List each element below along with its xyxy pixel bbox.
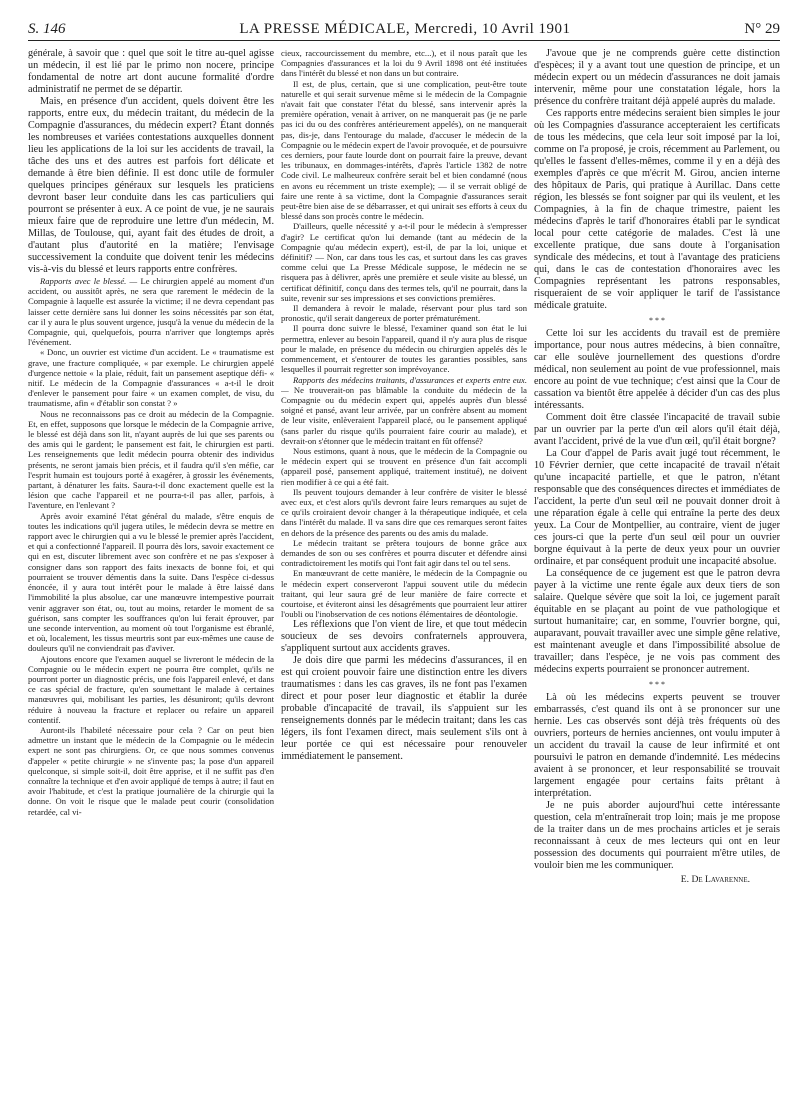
paragraph: Cette loi sur les accidents du travail est de première importance, pour nous autres médecins, à bien connaître, car elle soulève journellement des questions d'ordre médical, non seulement au point de vue professionnel, mais encore au point de vue technique; c'est ainsi que la Cour de cassation va bientôt être appelée à décider d'un cas des plus intéressants. [534, 328, 780, 411]
column-1 [28, 48, 274, 1108]
section-separator: * * * [649, 316, 665, 325]
paragraph: Ils peuvent toujours demander à leur confrère de visiter le blessé avec eux, et c'est alors qu'ils devront faire leurs remarques au sujet de ce qu'ils croiraient devoir changer à la thérapeutique indiquée, et cela dans l'intérêt du malade. Il va sans dire que ces remarques seront faites en dehors de la présence des parents ou des amis du malade. [281, 486, 527, 538]
publication-name: LA PRESSE MÉDICALE [239, 20, 406, 37]
newspaper-page [28, 18, 780, 1108]
issue-number: N° 29 [744, 20, 780, 37]
section-separator: * * * [649, 680, 665, 689]
paragraph: Nous estimons, quant à nous, que le médecin de la Compagnie ou le médecin expert qui se trouvent en présence d'un fait accompli (appareil posé, pansement appliqué, traitement institué), ne doivent rien modifier à ce qui a été fait. [281, 445, 527, 487]
paragraph: générale, à savoir que : quel que soit le titre au-quel agisse un médecin, il est lié par le primo non nocere, principe fondamental de notre art dont aucune formalité d'ordre administratif ne permet de se départir. [28, 48, 274, 95]
paragraph: Rapports avec le blessé. — Le chirurgien appelé au moment d'un accident, ou aussitôt après, ne sera que rarement le médecin de la Compagnie à laquelle est assurée la victime; il ne devra cependant pas laisser cette dernière sans lui donner les soins nécessités par son état, car il y aura le plus souvent urgence, jusqu'à la venue du médecin de la Compagnie, qui, quelquefois, pourra n'arriver que longtemps après l'événement. [28, 276, 274, 348]
paragraph: La conséquence de ce jugement est que le patron devra payer à la victime une rente égale aux deux tiers de son salaire. Quelque sévère que soit la loi, ce jugement paraît équitable en se plaçant au point de vue pathologique et surtout humanitaire; car, en somme, l'ouvrier borgne, qui, auparavant, pouvait travailler avec une simple gêne relative, est maintenant aveugle et dans l'impossibilité absolue de travailler; dans l'espèce, je ne vois pas comment des médecins experts pourraient se prononcer autrement. [534, 568, 780, 675]
paragraph: Ces rapports entre médecins seraient bien simples le jour où les Compagnies d'assurance accepteraient les certificats de tous les médecins, que cela leur soit imposé par la loi, comme on l'a proposé, je crois, récemment au Parlement, ou qu'elles le fassent d'elles-mêmes, comme il y en a déjà des exemples d'après ce que m'écrit M. Girou, ancien interne des hôpitaux de Paris, qui pratique à Aurillac. Dans cette région, les blessés se font soigner par qui ils veulent, et les Compagnies, à la fin de chaque trimestre, paient les médecins d'après le tarif d'honoraires établi par le syndicat local pour cette catégorie de malades. C'est là une excellente pratique, due sans doute à l'organisation syndicale des médecins, et tout à l'avantage des praticiens qui, dans le cas de contestation d'honoraires avec les Compagnies représentant les patrons responsables, risqueraient de se voir appliquer le tarif de l'assistance médicale gratuite. [534, 108, 780, 311]
column-3 [534, 48, 780, 1108]
paragraph: La Cour d'appel de Paris avait jugé tout récemment, le 10 Février dernier, que cette incapacité de travail n'était qu'une incapacité partielle, et que le patron, n'étant responsable que des conséquences directes et immédiates de l'accident, la perte d'un seul œil ne pouvait donner droit à une réparation égale à celle qui entraîne la perte des deux yeux. La Cour de Montpellier, au contraire, vient de juger ces jours-ci que la perte d'un seul œil pour un ouvrier borgne équivaut à la perte de deux yeux pour un ouvrier ordinaire, et par conséquent produit une incapacité absolue. [534, 448, 780, 567]
column-2 [281, 48, 527, 1108]
paragraph: Auront-ils l'habileté nécessaire pour cela ? Car on peut bien admettre un instant que le médecin de la Compagnie ou le médecin expert ne sont pas chirurgiens. Or, ce que nous sommes convenus d'appeler « petite chirurgie » ne s'invente pas; la pose d'un appareil quelconque, si simple soit-il, doit être apprise, et il ne suffit pas d'en connaître la technique et d'en avoir appliqué de temps à autre; il faut en avoir l'habitude, et c'est la pratique journalière de la chirurgie qui la donne. On voit le risque que le malade peut courir (consolidation retardée, cal vi- [28, 724, 274, 817]
paragraph: Après avoir examiné l'état général du malade, s'être enquis de toutes les indications qu'il jugera utiles, le médecin devra se mettre en rapport avec le chirurgien qui a vu le blessé le premier après l'accident, et qui a confectionné l'appareil. Il pourra dès lors, savoir exactement ce qui en est, discuter librement avec son confrère et ne pas s'exposer à consigner dans son rapport des faits inexacts de bonne foi, et qui pourraient se trouver démentis dans la suite. Dans l'espèce ci-dessus énoncée, il y aura tout intérêt pour le malade à être laissé dans l'immobilité la plus absolue, car une manœuvre intempestive pourrait venir aggraver son état, ou, tout au moins, retarder le moment de sa guérison, sans compter les souffrances qu'on lui ferait éprouver, par une seconde intervention, au moment où tout l'organisme est ébranlé, et où, localement, les tissus meurtris sont par eux-mêmes une cause de douleurs qu'il ne conviendrait pas d'aviver. [28, 510, 274, 654]
paragraph: cieux, raccourcissement du membre, etc...), et il nous paraît que les Compagnies d'assurances et la loi du 9 Avril 1898 ont été instituées dans l'intérêt du blessé et non dans un but contraire. [281, 48, 527, 79]
page-number: S. 146 [28, 20, 66, 37]
paragraph: Rapports des médecins traitants, d'assurances et experts entre eux. — Ne trouverait-on pas blâmable la conduite du médecin de la Compagnie ou du médecin expert qui, appelés auprès d'un blessé soigné et pansé, avant leur arrivée, par un confrère absent au moment de leur visite, enlèveraient l'appareil placé, ou le pansement appliqué (sans parler du risque qu'ils pourraient faire courir au malade), et devrait-on s'étonner que le médecin traitant en fût offensé? [281, 374, 527, 446]
paragraph: Là où les médecins experts peuvent se trouver embarrassés, c'est quand ils ont à se prononcer sur une hernie. Les cas observés sont déjà très fréquents où des ouvriers, porteurs de hernies anciennes, ont voulu imputer à un accident du travail la cause de leur infirmité et ont poursuivi le patron en demande d'indemnité. Les médecins avaient à se prononcer, et leur responsabilité se trouvait largement engagée pour certains faits prêtant à interprétation. [534, 692, 780, 799]
paragraph: Les réflexions que l'on vient de lire, et que tout médecin soucieux de ses devoirs confraternels approuvera, s'appliquent surtout aux accidents graves. [281, 619, 527, 655]
paragraph: Je ne puis aborder aujourd'hui cette intéressante question, cela m'entraînerait trop loin; mais je me propose de la traiter dans un de mes prochains articles et je serais reconnaissant à ceux de mes lecteurs qui ont en leur possession des documents qui pourraient m'être utiles, de vouloir bien me les communiquer. [534, 800, 780, 871]
article-columns [28, 48, 780, 1108]
author-signature: E. De Lavarenne. [680, 874, 750, 885]
section-heading: Rapports des médecins traitants, d'assurances et experts entre eux. — [281, 374, 527, 395]
paragraph: Nous ne reconnaissons pas ce droit au médecin de la Compagnie. Et, en effet, supposons que lorsque le médecin de la Compagnie arrive, le blessé est déjà dans son lit, n'ayant auprès de lui que ses parents ou des amis qui le gardent; le pansement est fait, le chirurgien est parti. Les renseignements que ledit médecin pourra obtenir des individus présents, ne seront jamais bien précis, et il faudra qu'il s'en méfie, car l'esprit humain est toujours porté à exagérer, à grossir les événements, partant, à dénaturer les faits. Saura-t-il donc exactement quelle est la lésion que cache l'appareil et ne pourra-t-il pas aller, parfois, à l'aventure, en l'enlevant ? [28, 408, 274, 511]
masthead [239, 21, 570, 38]
quotation: « Donc, un ouvrier est victime d'un accident. Le « traumatisme est grave, une fracture compliquée, « par exemple. Le chirurgien appelé d'urgence nettoie « la plaie, réduit, fait un pansement aseptique défi- « nitif. Le médecin de la Compagnie d'assurances « a-t-il le droit d'enlever le pansement pour faire « un examen complet, de visu, du traumatisme, afin « d'établir son constat ? » [28, 347, 274, 409]
paragraph: Il pourra donc suivre le blessé, l'examiner quand son état le lui permettra, enlever au besoin l'appareil, quand il n'y aura plus de risque pour le malade, en présence du médecin ou chirurgien appelés dès le commencement, et s'entourer de toutes les garanties possibles, sans lesquelles il pourrait regretter son imprévoyance. [281, 323, 527, 375]
paragraph: Il est, de plus, certain, que si une complication, peut-être toute naturelle et qui serait survenue même si le médecin de la Compagnie n'avait fait que constater l'état du blessé, sans intervenir après la première opération, venait à arriver, on ne manquerait pas (je ne parle pas ici du ou des confrères antérieurement appelés), on ne manquerait pas, dis-je, dans l'entourage du malade, d'accuser le médecin de la Compagnie ou le médecin expert de l'avoir provoquée, et de poursuivre ces derniers, pour faute lourde dont on pourrait faire la preuve, devant les tribunaux, en dommages-intérêts, d'après l'article 1382 de notre Code civil. Le malheureux confrère serait bel et bien condamné (nous en avons eu récemment un triste exemple); — il se verrait obligé de faire une rente à sa victime, dont la Compagnie d'assurances serait peut-être bien aise de se débarrasser, et qui unirait ses efforts à ceux du blessé dans son procès contre le médecin. [281, 78, 527, 222]
paragraph: Le médecin traitant se prêtera toujours de bonne grâce aux demandes de son ou ses confrères et pourra discuter et défendre ainsi contradictoirement les motifs qui l'ont fait agir dans tel ou tel sens. [281, 537, 527, 569]
paragraph: D'ailleurs, quelle nécessité y a-t-il pour le médecin à s'empresser d'agir? Le certificat qu'on lui demande (tant au médecin de la Compagnie qu'au médecin expert), est-il, de par la loi, unique et définitif? — Non, car dans tous les cas, et surtout dans les cas graves comme celui que La Presse Médicale suppose, le médecin ne se risquera pas à délivrer, après une première et seule visite au blessé, un certificat définitif, conçu dans des termes tels, qu'il ne pourrait, dans la suite, revenir sur ses impressions et ses convictions premières. [281, 221, 527, 303]
paragraph: Il demandera à revoir le malade, réservant pour plus tard son pronostic, qu'il serait dangereux de porter prématurément. [281, 303, 527, 324]
paragraph: J'avoue que je ne comprends guère cette distinction d'espèces; il y a avant tout une question de principe, et un médecin expert ou un médecin d'assurances ne doit jamais intervenir, même pour une constatation légale, hors la présence du confrère traitant déjà appelé auprès du malade. [534, 48, 780, 107]
paragraph: En manœuvrant de cette manière, le médecin de la Compagnie ou le médecin expert conserveront l'appui souvent utile du médecin traitant, qui leur saura gré de leur manière de faire correcte et courtoise, et éviteront ainsi les désagréments que pourraient leur attirer l'oubli ou l'inobservation de ces notions élémentaires de déontologie. [281, 568, 527, 620]
page-header [28, 18, 780, 41]
paragraph: Mais, en présence d'un accident, quels doivent être les rapports, entre eux, du médecin traitant, du médecin de la Compagnie d'assurances, du médecin expert? Étant donnés les nombreuses et variées contestations auxquelles donnent lieu les applications de la loi sur les accidents de travail, la tâche des uns et des autres est parfois fort délicate et demande à être bien définie. Il est donc utile de formuler quelques principes généraux sur lesquels les praticiens devront baser leur conduite dans les cas particuliers qui pourront se présenter à eux. A ce point de vue, je ne saurais mieux faire que de reproduire une lettre d'un médecin, M. Millas, de Toulouse, qui, ayant fait des études de droit, a d'autant plus d'autorité en la matière; l'envisage successivement la conduite que doivent tenir les médecins vis-à-vis du blessé et leurs rapports entre confrères. [28, 96, 274, 275]
paragraph: Je dois dire que parmi les médecins d'assurances, il en est qui croient pouvoir faire une distinction entre les divers traumatismes : dans les cas graves, ils ne font pas l'examen direct et pour poser leur diagnostic et établir la durée probable d'incapacité de travail, ils s'appuient sur les renseignements donnés par le médecin traitant; dans les cas légers, ils font l'examen direct, mais seulement s'ils ont à leur portée ce qui est nécessaire pour renouveler immédiatement le pansement. [281, 655, 527, 763]
issue-date: , Mercredi, 10 Avril 1901 [405, 20, 571, 37]
paragraph: Ajoutons encore que l'examen auquel se livreront le médecin de la Compagnie ou le médecin expert ne pourra être complet, qu'ils ne pourront porter un diagnostic précis, une fois l'appareil enlevé, et dans ce cas spécial de fracture, qu'en soumettant le malade à certaines manœuvres qui, mobilisant les parties, les désuniront; qu'ils devront réduire à nouveau la fracture et replacer ou refaire un appareil contentif. [28, 653, 274, 725]
paragraph: Comment doit être classée l'incapacité de travail subie par un ouvrier par la perte d'un œil alors qu'il était déjà, avant l'accident, privé de la vue d'un œil, qu'il était borgne? [534, 412, 780, 447]
section-heading: Rapports avec le blessé. — [40, 276, 138, 286]
